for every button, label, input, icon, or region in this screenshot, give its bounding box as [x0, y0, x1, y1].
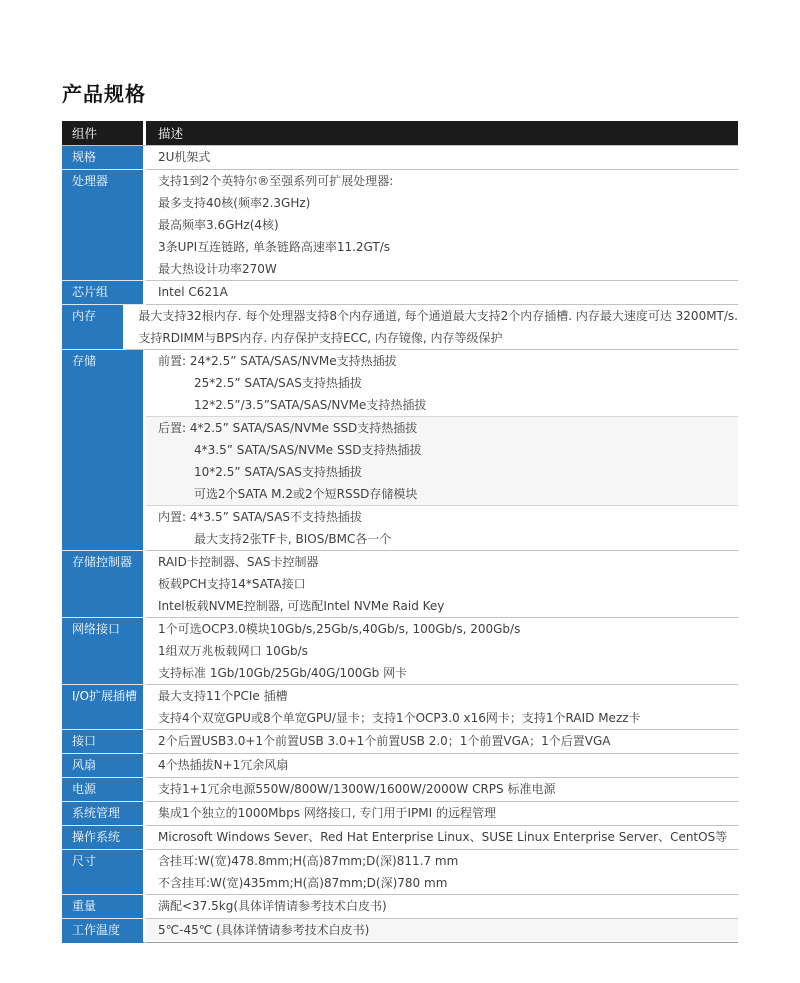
spec-line: 最大支持11个PCIe 插槽: [158, 689, 288, 703]
description-block: [146, 685, 738, 729]
description-block: [146, 350, 738, 416]
spec-line: 支持标准 1Gb/10Gb/25Gb/40G/100Gb 网卡: [158, 666, 408, 680]
component-label: 处理器: [62, 170, 146, 281]
component-label: 内存: [62, 305, 126, 350]
description-cell: [146, 850, 738, 895]
spec-line: 不含挂耳:W(宽)435mm;H(高)87mm;D(深)780 mm: [158, 876, 448, 890]
spec-line: 5℃-45℃ (具体详情请参考技术白皮书): [158, 923, 370, 937]
description-cell: [146, 778, 738, 802]
description-block: [146, 826, 738, 848]
component-label: 重量: [62, 895, 146, 919]
spec-line: 10*2.5” SATA/SAS支持热插拔: [194, 465, 362, 479]
description-cell: [146, 618, 738, 685]
table-row: [62, 802, 738, 826]
component-label: 尺寸: [62, 850, 146, 895]
page-title: 产品规格: [62, 82, 146, 106]
component-label: 芯片组: [62, 281, 146, 305]
description-cell: [146, 685, 738, 730]
description-block: [146, 730, 738, 752]
spec-line: 最大支持32根内存. 每个处理器支持8个内存通道, 每个通道最大支持2个内存插槽. 内存最大速度可达 3200MT/s.: [138, 309, 738, 323]
description-cell: [146, 146, 738, 170]
spec-line: 3条UPI互连链路, 单条链路高速率11.2GT/s: [158, 240, 391, 254]
spec-line: 4个热插拔N+1冗余风扇: [158, 758, 289, 772]
spec-line: 4*3.5” SATA/SAS/NVMe SSD支持热插拔: [194, 443, 422, 457]
description-block: [146, 778, 738, 800]
description-cell: [126, 305, 738, 350]
table-header-row: [62, 121, 738, 146]
description-block: [126, 305, 738, 349]
description-cell: [146, 730, 738, 754]
description-block: [146, 802, 738, 824]
spec-line: 含挂耳:W(宽)478.8mm;H(高)87mm;D(深)811.7 mm: [158, 854, 459, 868]
spec-line: 可选2个SATA M.2或2个短RSSD存储模块: [194, 487, 418, 501]
spec-line: 25*2.5” SATA/SAS支持热插拔: [194, 376, 362, 390]
component-label: 风扇: [62, 754, 146, 778]
description-cell: [146, 281, 738, 305]
table-header-description: 描述: [158, 126, 184, 141]
table-row: [62, 170, 738, 281]
table-row: [62, 551, 738, 618]
table-row: [62, 919, 738, 943]
description-block: [146, 618, 738, 684]
table-row: [62, 281, 738, 305]
table-row: [62, 895, 738, 919]
spec-line: 满配<37.5kg(具体详情请参考技术白皮书): [158, 899, 387, 913]
spec-line: 支持4个双宽GPU或8个单宽GPU/显卡；支持1个OCP3.0 x16网卡；支持1个RAID Mezz卡: [158, 711, 641, 725]
spec-line: Microsoft Windows Sever、Red Hat Enterprise Linux、SUSE Linux Enterprise Server、CentOS等: [158, 830, 728, 844]
spec-line: 2U机架式: [158, 150, 211, 164]
spec-line: 集成1个独立的1000Mbps 网络接口, 专门用于IPMI 的远程管理: [158, 806, 496, 820]
spec-line: Intel板载NVME控制器, 可选配Intel NVMe Raid Key: [158, 599, 445, 613]
description-block: [146, 146, 738, 168]
description-block: [146, 416, 738, 505]
table-row: [62, 730, 738, 754]
spec-line: 2个后置USB3.0+1个前置USB 3.0+1个前置USB 2.0；1个前置VGA；1个后置VGA: [158, 734, 611, 748]
component-label: 电源: [62, 778, 146, 802]
spec-line: 前置: 24*2.5” SATA/SAS/NVMe支持热插拔: [158, 354, 397, 368]
description-block: [146, 551, 738, 617]
table-header-component: 组件: [62, 121, 146, 145]
component-label: 接口: [62, 730, 146, 754]
description-cell: [146, 826, 738, 850]
spec-line: 12*2.5”/3.5”SATA/SAS/NVMe支持热插拔: [194, 398, 427, 412]
spec-line: 后置: 4*2.5” SATA/SAS/NVMe SSD支持热插拔: [158, 421, 418, 435]
spec-line: 支持RDIMM与BPS内存. 内存保护支持ECC, 内存镜像, 内存等级保护: [138, 331, 503, 345]
spec-line: Intel C621A: [158, 285, 228, 299]
table-row: [62, 618, 738, 685]
description-cell: [146, 754, 738, 778]
description-cell: [146, 895, 738, 919]
table-row: [62, 146, 738, 170]
table-row: [62, 754, 738, 778]
component-label: 系统管理: [62, 802, 146, 826]
spec-line: 1个可选OCP3.0模块10Gb/s,25Gb/s,40Gb/s, 100Gb/s, 200Gb/s: [158, 622, 521, 636]
spec-line: 最高频率3.6GHz(4核): [158, 218, 279, 232]
description-block: [146, 919, 738, 941]
description-block: [146, 170, 738, 280]
table-row: [62, 826, 738, 850]
spec-line: RAID卡控制器、SAS卡控制器: [158, 555, 319, 569]
table-row: [62, 850, 738, 895]
table-row: [62, 685, 738, 730]
component-label: 存储: [62, 350, 146, 551]
spec-line: 1组双万兆板载网口 10Gb/s: [158, 644, 308, 658]
description-cell: [146, 350, 738, 551]
spec-rows: [62, 146, 738, 943]
spec-table: [62, 121, 738, 943]
spec-line: 支持1+1冗余电源550W/800W/1300W/1600W/2000W CRPS 标准电源: [158, 782, 556, 796]
component-label: I/O扩展插槽: [62, 685, 146, 730]
component-label: 工作温度: [62, 919, 146, 943]
description-cell: [146, 551, 738, 618]
description-cell: [146, 919, 738, 943]
description-block: [146, 895, 738, 917]
component-label: 存储控制器: [62, 551, 146, 618]
component-label: 操作系统: [62, 826, 146, 850]
description-block: [146, 281, 738, 303]
table-row: [62, 305, 738, 350]
spec-line: 最大热设计功率270W: [158, 262, 277, 276]
description-cell: [146, 170, 738, 281]
spec-line: 内置: 4*3.5” SATA/SAS不支持热插拔: [158, 510, 363, 524]
description-cell: [146, 802, 738, 826]
spec-line: 板载PCH支持14*SATA接口: [158, 577, 306, 591]
description-block: [146, 850, 738, 894]
description-block: [146, 505, 738, 550]
table-row: [62, 350, 738, 551]
spec-line: 最大支持2张TF卡, BIOS/BMC各一个: [194, 532, 392, 546]
spec-line: 支持1到2个英特尔®至强系列可扩展处理器:: [158, 174, 394, 188]
component-label: 规格: [62, 146, 146, 170]
description-block: [146, 754, 738, 776]
table-row: [62, 778, 738, 802]
component-label: 网络接口: [62, 618, 146, 685]
spec-line: 最多支持40核(频率2.3GHz): [158, 196, 311, 210]
